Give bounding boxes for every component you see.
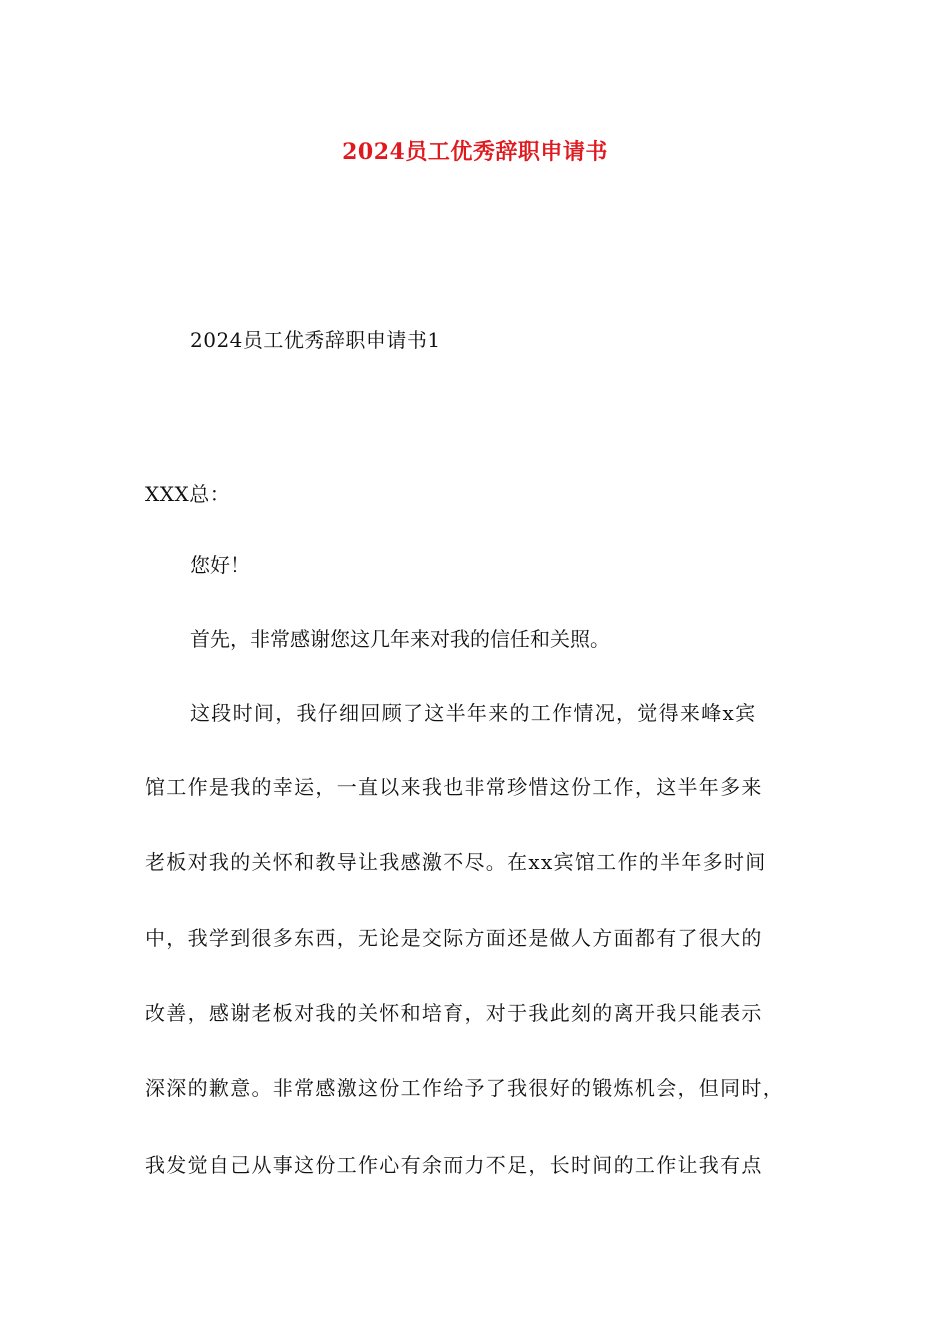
document-title: 2024员工优秀辞职申请书 bbox=[342, 139, 608, 165]
paragraph-line: 馆工作是我的幸运，一直以来我也非常珍惜这份工作，这半年多来 bbox=[145, 775, 763, 799]
paragraph-line: 老板对我的关怀和教导让我感激不尽。在xx宾馆工作的半年多时间 bbox=[145, 850, 767, 874]
paragraph-line: 我发觉自己从事这份工作心有余而力不足，长时间的工作让我有点 bbox=[145, 1153, 763, 1177]
paragraph-thanks: 首先，非常感谢您这几年来对我的信任和关照。 bbox=[190, 627, 610, 651]
paragraph-line: 这段时间，我仔细回顾了这半年来的工作情况，觉得来峰x宾 bbox=[190, 701, 757, 725]
paragraph-line: 中，我学到很多东西，无论是交际方面还是做人方面都有了很大的 bbox=[145, 926, 763, 950]
paragraph-line: 深深的歉意。非常感激这份工作给予了我很好的锻炼机会，但同时， bbox=[145, 1076, 784, 1100]
salutation: XXX总： bbox=[145, 482, 231, 506]
paragraph-line: 改善，感谢老板对我的关怀和培育，对于我此刻的离开我只能表示 bbox=[145, 1001, 763, 1025]
greeting: 您好！ bbox=[190, 553, 250, 577]
section-heading: 2024员工优秀辞职申请书1 bbox=[190, 328, 441, 352]
